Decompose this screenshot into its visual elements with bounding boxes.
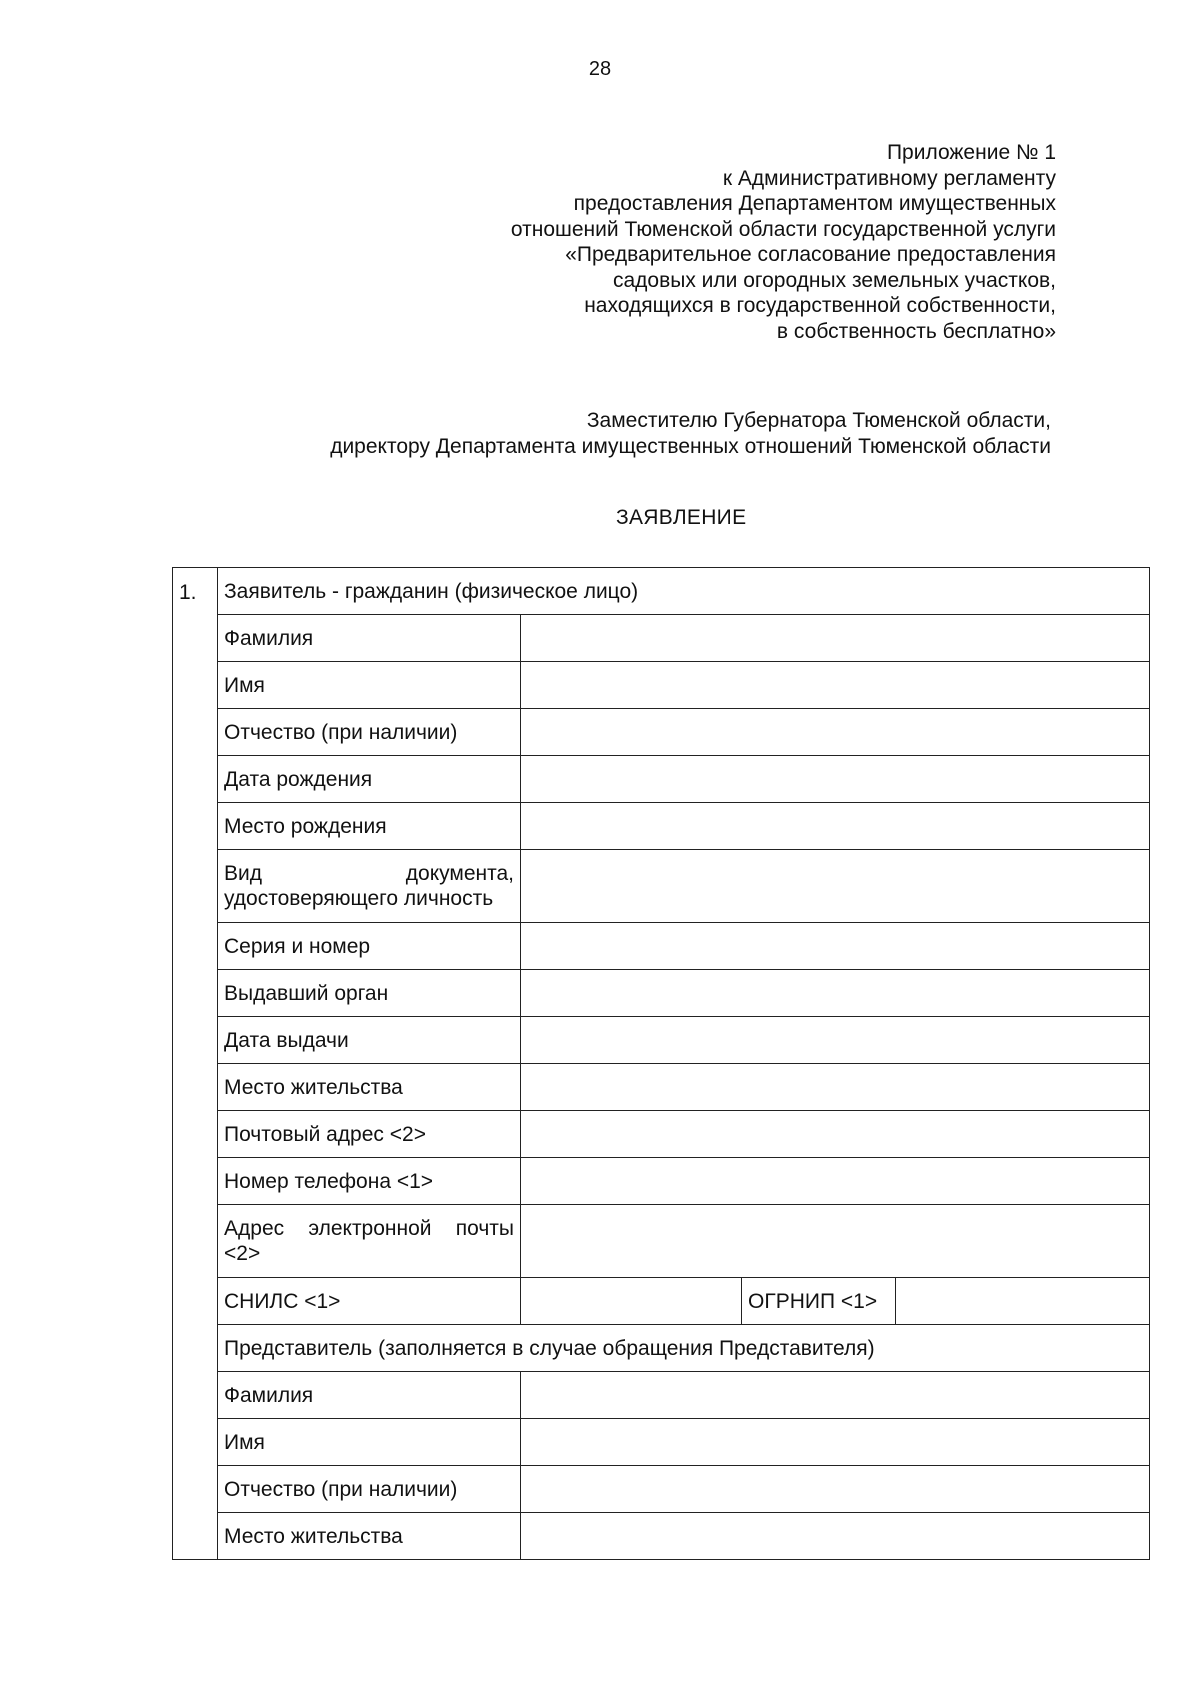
addressee-line: Заместителю Губернатора Тюменской области,: [586, 409, 1051, 432]
name-label: Имя: [218, 662, 521, 709]
appendix-line: к Административному регламенту: [722, 166, 1056, 190]
phone-label: Номер телефона <1>: [218, 1158, 521, 1205]
rep-patronymic-label: Отчество (при наличии): [218, 1466, 521, 1513]
id-document-label-word: документа,: [405, 862, 514, 885]
addressee-line: директору Департамента имущественных отношений Тюменской области: [330, 435, 1051, 458]
birth-place-field[interactable]: [521, 803, 1150, 850]
appendix-heading: [356, 140, 1056, 344]
residence-field[interactable]: [521, 1064, 1150, 1111]
series-number-label: Серия и номер: [218, 923, 521, 970]
section-number: 1.: [173, 568, 218, 1560]
rep-name-label: Имя: [218, 1419, 521, 1466]
page-number: 28: [588, 58, 612, 80]
appendix-line: в собственность бесплатно»: [776, 319, 1056, 343]
email-label-word: почты: [455, 1217, 514, 1240]
postal-address-field[interactable]: [521, 1111, 1150, 1158]
rep-surname-label: Фамилия: [218, 1372, 521, 1419]
ogrnip-field[interactable]: [896, 1278, 1150, 1325]
issue-date-label: Дата выдачи: [218, 1017, 521, 1064]
rep-residence-field[interactable]: [521, 1513, 1150, 1560]
application-form-table: [172, 567, 1150, 1560]
series-number-field[interactable]: [521, 923, 1150, 970]
email-label-word: Адрес: [224, 1217, 285, 1240]
appendix-line: предоставления Департаментом имущественных: [573, 192, 1056, 215]
issuer-label: Выдавший орган: [218, 970, 521, 1017]
id-document-label: [218, 850, 521, 923]
email-label-line: <2>: [224, 1242, 261, 1265]
id-document-label-line: удостоверяющего личность: [224, 887, 494, 910]
email-field[interactable]: [521, 1205, 1150, 1278]
rep-patronymic-field[interactable]: [521, 1466, 1150, 1513]
appendix-line: находящихся в государственной собственности,: [584, 294, 1056, 317]
appendix-line: отношений Тюменской области государственной услуги: [510, 217, 1056, 241]
representative-header: Представитель (заполняется в случае обращения Представителя): [218, 1325, 1150, 1372]
residence-label: Место жительства: [218, 1064, 521, 1111]
birth-date-label: Дата рождения: [218, 756, 521, 803]
patronymic-field[interactable]: [521, 709, 1150, 756]
appendix-line: Приложение № 1: [886, 141, 1056, 164]
rep-residence-label: Место жительства: [218, 1513, 521, 1560]
patronymic-label: Отчество (при наличии): [218, 709, 521, 756]
applicant-header: Заявитель - гражданин (физическое лицо): [218, 568, 1150, 615]
id-document-label-word: Вид: [224, 862, 262, 885]
name-field[interactable]: [521, 662, 1150, 709]
document-title: ЗАЯВЛЕНИЕ: [616, 506, 747, 529]
surname-label: Фамилия: [218, 615, 521, 662]
id-document-field[interactable]: [521, 850, 1150, 923]
appendix-line: садовых или огородных земельных участков,: [612, 268, 1056, 292]
issuer-field[interactable]: [521, 970, 1150, 1017]
birth-place-label: Место рождения: [218, 803, 521, 850]
snils-label: СНИЛС <1>: [218, 1278, 521, 1325]
snils-field[interactable]: [521, 1278, 742, 1325]
birth-date-field[interactable]: [521, 756, 1150, 803]
rep-name-field[interactable]: [521, 1419, 1150, 1466]
rep-surname-field[interactable]: [521, 1372, 1150, 1419]
appendix-line: «Предварительное согласование предоставления: [565, 243, 1056, 266]
ogrnip-label: ОГРНИП <1>: [742, 1278, 896, 1325]
email-label-word: электронной: [308, 1217, 432, 1240]
phone-field[interactable]: [521, 1158, 1150, 1205]
postal-address-label: Почтовый адрес <2>: [218, 1111, 521, 1158]
addressee-block: [151, 408, 1051, 460]
surname-field[interactable]: [521, 615, 1150, 662]
email-label: [218, 1205, 521, 1278]
issue-date-field[interactable]: [521, 1017, 1150, 1064]
